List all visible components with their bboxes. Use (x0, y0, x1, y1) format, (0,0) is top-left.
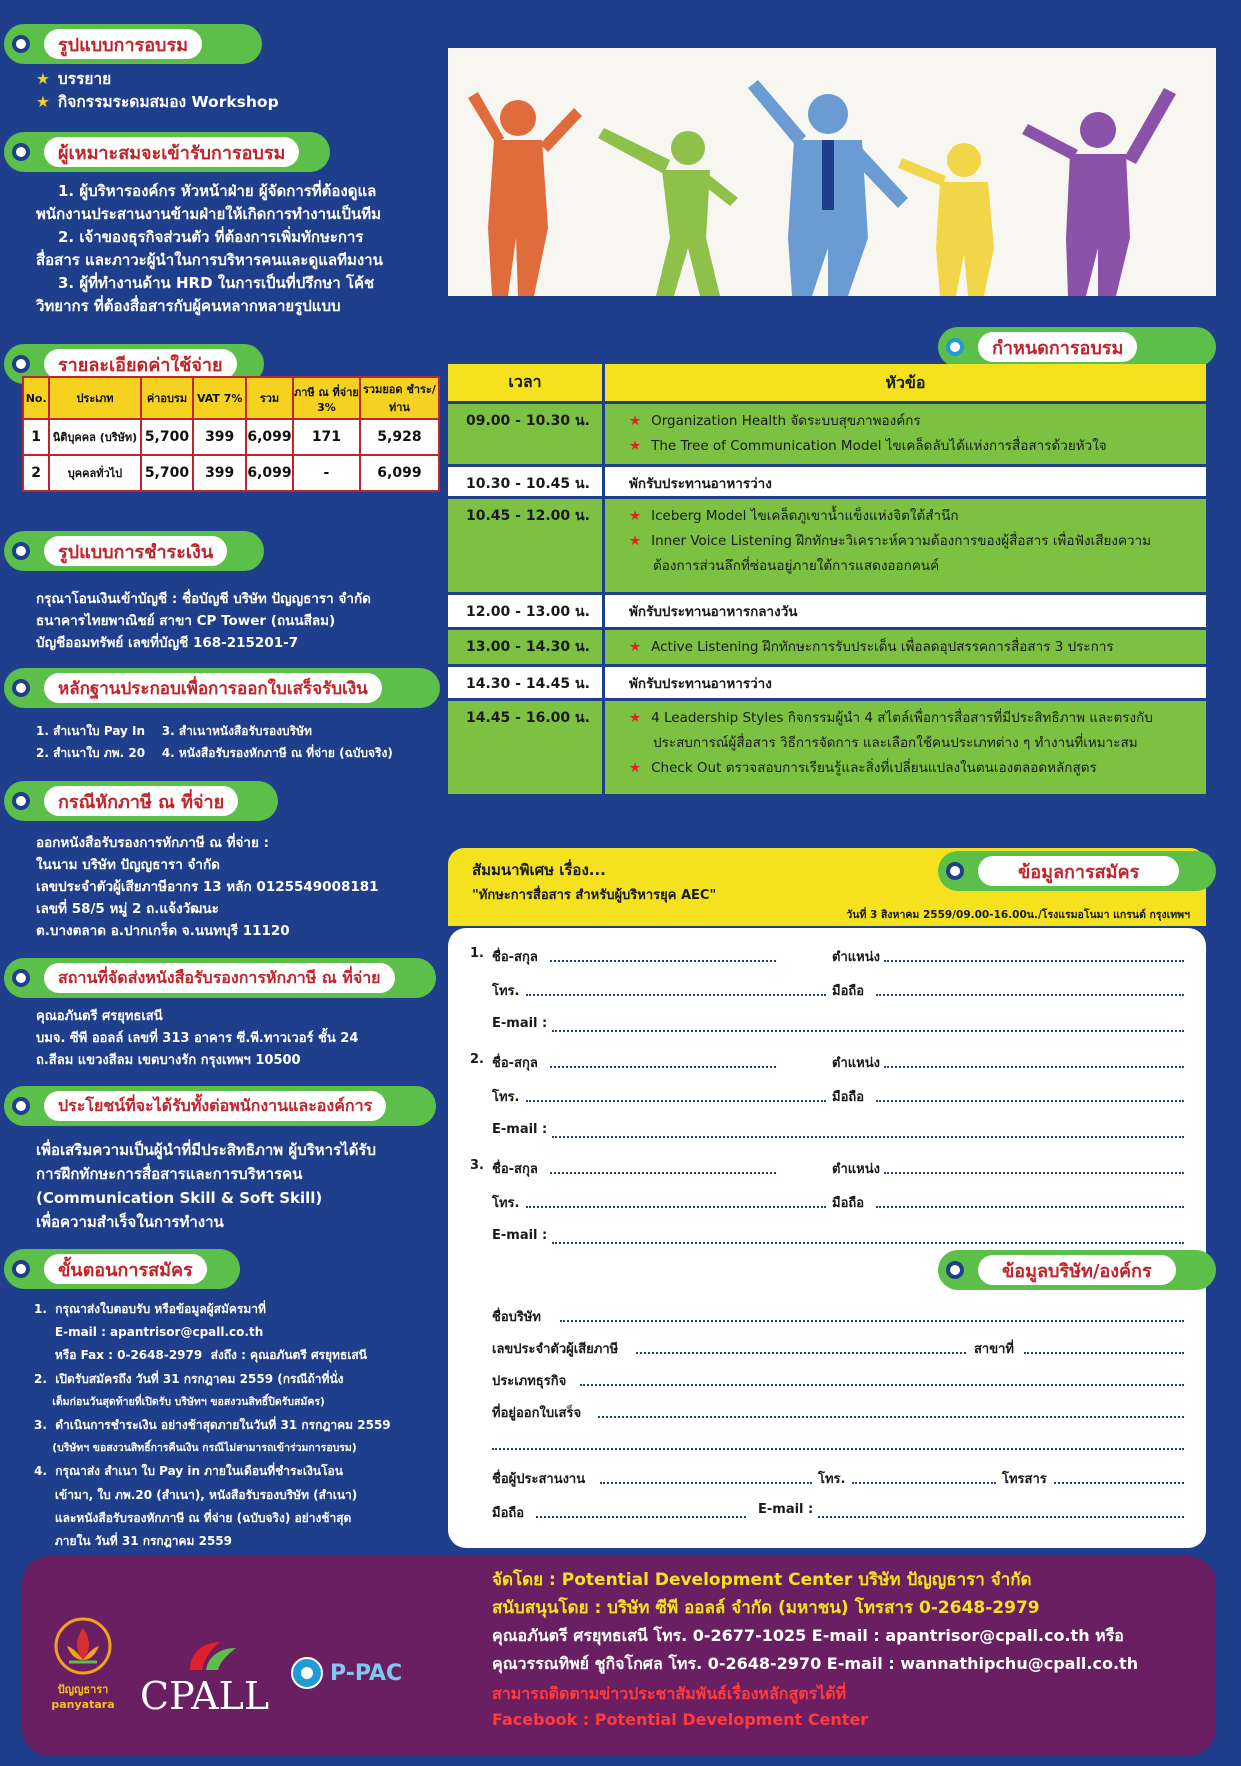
section-payment (4, 531, 264, 571)
ppac-logo: P-PAC (290, 1656, 430, 1690)
section-title: ประโยชน์ที่จะได้รับทั้งต่อพนักงานและองค์การ (44, 1091, 386, 1121)
section-withholding (4, 781, 278, 821)
schedule-row: 14.45 - 16.00 น. ★ 4 Leadership Styles กิจกรรมผู้นำ 4 สไตล์เพื่อการสื่อสารที่มีประสิทธิภาพ และตรงกับ ประสบการณ์ผู้สื่อสาร วิธีการจัดการ และเลือกใช้คนประเภทต่าง ๆ ทำงานที่เหมาะสม ★ Check Out ตรวจสอบการเรียนรู้และสิ่งที่เปลี่ยนแปลงในตนเองตลอดหลักสูตร (448, 701, 1206, 794)
footer (22, 1556, 1216, 1756)
section-title: สถานที่จัดส่งหนังสือรับรองการหักภาษี ณ ที่จ่าย (44, 963, 395, 993)
section-company-info (938, 1250, 1216, 1290)
applicant1-phone-field[interactable] (526, 982, 826, 996)
celebrating-people-illustration (448, 48, 1216, 296)
section-title: ข้อมูลการสมัคร (978, 856, 1179, 886)
section-title: รายละเอียดค่าใช้จ่าย (44, 349, 237, 379)
training-format-list (36, 68, 279, 114)
applicant1-name-field[interactable] (550, 948, 776, 962)
bullet-dot-icon (12, 143, 30, 161)
section-schedule (938, 327, 1216, 367)
list-item: ★ Organization Health จัดระบบสุขภาพองค์กร (629, 413, 921, 429)
follow-text: สามารถติดตามข่าวประชาสัมพันธ์เรื่องหลักสูตรได้ที่ (492, 1684, 847, 1703)
star-icon: ★ (629, 710, 642, 726)
company-name-field[interactable] (560, 1308, 1184, 1322)
applicant3-phone-field[interactable] (526, 1194, 826, 1208)
section-receipt-docs (4, 668, 440, 708)
section-title: ขั้นตอนการสมัคร (44, 1254, 207, 1284)
section-title: ผู้เหมาะสมจะเข้ารับการอบรม (44, 137, 299, 167)
cost-table (22, 376, 440, 492)
tax-id-field[interactable] (636, 1340, 966, 1354)
facebook-link[interactable]: Facebook : Potential Development Center (492, 1710, 869, 1729)
bullet-dot-icon (12, 355, 30, 373)
section-steps (4, 1249, 240, 1289)
fax-field[interactable] (1054, 1470, 1184, 1484)
section-title: กรณีหักภาษี ณ ที่จ่าย (44, 786, 238, 816)
schedule-row: 10.30 - 10.45 น. พักรับประทานอาหารว่าง (448, 467, 1206, 499)
applicant1-email-field[interactable] (552, 1018, 1184, 1032)
hero-illustration (448, 48, 1216, 296)
registration-form: 1. ชื่อ-สกุล ตำแหน่ง โทร. มือถือ E-mail : 2. ชื่อ-สกุล ตำแหน่ง โทร. มือถือ E-mail : 3. ชื่อ-สกุล ตำแหน่ง โทร. มือถือ E-mail : ชื่อบริษัท เลขประจำตัวผู้เสียภาษี สาขาที่ ประเภทธุรกิจ ที่อยู่ออกใบเสร็จ ชื่อผู้ประสานงาน โทร. โทรสาร มือถือ E-mail : (448, 928, 1206, 1548)
list-item: ★ 4 Leadership Styles กิจกรรมผู้นำ 4 สไตล์เพื่อการสื่อสารที่มีประสิทธิภาพ และตรงกับ (629, 710, 1153, 726)
applicant1-position-field[interactable] (884, 948, 1184, 962)
bullet-dot-icon (946, 862, 964, 880)
star-icon: ★ (36, 70, 50, 88)
star-icon: ★ (629, 760, 642, 776)
schedule-row: 12.00 - 13.00 น. พักรับประทานอาหารกลางวัน (448, 595, 1206, 630)
section-target-audience (4, 132, 330, 172)
section-title: หลักฐานประกอบเพื่อการออกใบเสร็จรับเงิน (44, 673, 382, 703)
seminar-title: "ทักษะการสื่อสาร สำหรับผู้บริหารยุค AEC" (472, 888, 717, 903)
applicant1-mobile-field[interactable] (876, 982, 1184, 996)
section-benefits (4, 1086, 436, 1126)
coordinator-field[interactable] (600, 1470, 812, 1484)
list-item: ★ Check Out ตรวจสอบการเรียนรู้และสิ่งที่เปลี่ยนแปลงในตนเองตลอดหลักสูตร (629, 760, 1097, 776)
list-item: ★ Iceberg Model ไขเคล็ดภูเขาน้ำแข็งแห่งจิตใต้สำนึก (629, 508, 959, 524)
section-title: รูปแบบการอบรม (44, 29, 202, 59)
delivery-text: คุณอภันตรี ศรยุทธเสนี บมจ. ซีพี ออลล์ เลขที่ 313 อาคาร ซี.พี.ทาวเวอร์ ชั้น 24 ถ.สีลม แขวงสีลม เขตบางรัก กรุงเทพฯ 10500 (36, 1009, 359, 1068)
withholding-text: ออกหนังสือรับรองการหักภาษี ณ ที่จ่าย : ในนาม บริษัท ปัญญธารา จำกัด เลขประจำตัวผู้เสียภาษีอากร 13 หลัก 0125549008181 เลขที่ 58/5 หมู่ 2 ถ.แจ้งวัฒนะ ต.บางตลาด อ.ปากเกร็ด จ.นนทบุรี 11120 (36, 835, 379, 939)
schedule-row: 13.00 - 14.30 น. ★ Active Listening ฝึกทักษะการรับประเด็น เพื่อลดอุปสรรคการสื่อสาร 3 ประการ (448, 630, 1206, 667)
star-icon: ★ (629, 413, 642, 429)
schedule-row: 14.30 - 14.45 น. พักรับประทานอาหารว่าง (448, 667, 1206, 701)
applicant2-name-field[interactable] (550, 1054, 776, 1068)
ppac-emblem-icon (290, 1656, 324, 1690)
applicant2-mobile-field[interactable] (876, 1088, 1184, 1102)
applicant3-mobile-field[interactable] (876, 1194, 1184, 1208)
receipt-address-field[interactable] (598, 1404, 1184, 1418)
bullet-dot-icon (12, 792, 30, 810)
business-type-field[interactable] (580, 1372, 1184, 1386)
star-icon: ★ (629, 533, 642, 549)
table-row: 2 บุคคลทั่วไป 5,700 399 6,099 - 6,099 (23, 455, 439, 491)
steps-text: 1. กรุณาส่งใบตอบรับ หรือข้อมูลผู้สมัครมาที่ E-mail : apantrisor@cpall.co.th หรือ Fax : 0-2648-2979 ส่งถึง : คุณอภันตรี ศรยุทธเสนี 2. เปิดรับสมัครถึง วันที่ 31 กรกฎาคม 2559 (กรณีถ้าที่นั่ง เต็มก่อนวันสุดท้ายที่เปิดรับ บริษัทฯ ขอสงวนสิทธิ์ปิดรับสมัคร) 3. ดำเนินการชำระเงิน อย่างช้าสุดภายในวันที่ 31 กรกฎาคม 2559 (บริษัทฯ ขอสงวนสิทธิ์การคืนเงิน กรณีไม่สามารถเข้าร่วมการอบรม) 4. กรุณาส่ง สำเนา ใบ Pay in ภายในเดือนที่ชำระเงินโอน เข้ามา, ใบ ภพ.20 (สำเนา), หนังสือรับรองบริษัท (สำเนา) และหนังสือรับรองหักภาษี ณ ที่จ่าย (ฉบับจริง) อย่างช้าสุด ภายใน วันที่ 31 กรกฎาคม 2559 (34, 1302, 391, 1549)
coordinator-mobile-field[interactable] (536, 1504, 746, 1518)
sponsor-text: สนับสนุนโดย : บริษัท ซีพี ออลล์ จำกัด (มหาชน) โทรสาร 0-2648-2979 (492, 1598, 1040, 1618)
section-delivery (4, 958, 436, 998)
receipt-docs-text: 1. สำเนาใบ Pay In 3. สำเนาหนังสือรับรองบริษัท 2. สำเนาใบ ภพ. 20 4. หนังสือรับรองหักภาษี ณ ที่จ่าย (ฉบับจริง) (36, 724, 393, 760)
star-icon: ★ (629, 508, 642, 524)
applicant3-name-field[interactable] (550, 1160, 776, 1174)
schedule-table (448, 364, 1206, 794)
contact1-text: คุณอภันตรี ศรยุทธเสนี โทร. 0-2677-1025 E-mail : apantrisor@cpall.co.th หรือ (492, 1626, 1124, 1645)
table-row: 1 นิติบุคคล (บริษัท) 5,700 399 6,099 171 5,928 (23, 419, 439, 455)
target-audience-text: 1. ผู้บริหารองค์กร หัวหน้าฝ่าย ผู้จัดการที่ต้องดูแล พนักงานประสานงานข้ามฝ่ายให้เกิดการทำงานเป็นทีม 2. เจ้าของธุรกิจส่วนตัว ที่ต้องการเพิ่มทักษะการ สื่อสาร และภาวะผู้นำในการบริหารคนและดูแลทีมงาน 3. ผู้ที่ทำงานด้าน HRD ในการเป็นที่ปรึกษา โค้ช วิทยากร ที่ต้องสื่อสารกับผู้คนหลากหลายรูปแบบ (36, 182, 383, 315)
bullet-dot-icon (12, 542, 30, 560)
cpall-logo: CPALL (140, 1636, 280, 1716)
schedule-row: 09.00 - 10.30 น. ★ Organization Health จัดระบบสุขภาพองค์กร ★ The Tree of Communication Model ไขเคล็ดลับได้แห่งการสื่อสารด้วยหัวใจ (448, 404, 1206, 467)
list-item: ★ กิจกรรมระดมสมอง Workshop (36, 93, 279, 111)
bullet-dot-icon (946, 1261, 964, 1279)
seminar-label: สัมมนาพิเศษ เรื่อง... (472, 861, 606, 879)
section-title: ข้อมูลบริษัท/องค์กร (978, 1255, 1176, 1285)
payment-text: กรุณาโอนเงินเข้าบัญชี : ชื่อบัญชี บริษัท ปัญญธารา จำกัด ธนาคารไทยพาณิชย์ สาขา CP Tower (ถนนสีลม) บัญชีออมทรัพย์ เลขที่บัญชี 168-215201-7 (36, 591, 371, 651)
section-title: กำหนดการอบรม (978, 332, 1137, 362)
bullet-dot-icon (946, 338, 964, 356)
coordinator-phone-field[interactable] (852, 1470, 996, 1484)
list-item: ★ บรรยาย (36, 70, 112, 88)
schedule-row: 10.45 - 12.00 น. ★ Iceberg Model ไขเคล็ดภูเขาน้ำแข็งแห่งจิตใต้สำนึก ★ Inner Voice Listening ฝึกทักษะวิเคราะห์ความต้องการของผู้สื่อสาร เพื่อฟังเสียงความ ต้องการส่วนลึกที่ซ่อนอยู่ภายใต้การแสดงออกคนค์ (448, 499, 1206, 595)
star-icon: ★ (629, 438, 642, 454)
panyatara-logo: ปัญญธารา panyatara (40, 1616, 126, 1711)
seminar-date-place: วันที่ 3 สิงหาคม 2559/09.00-16.00น./โรงแรมอโนมา แกรนด์ กรุงเทพฯ (846, 909, 1190, 921)
applicant3-position-field[interactable] (884, 1160, 1184, 1174)
list-item: ★ Active Listening ฝึกทักษะการรับประเด็น เพื่อลดอุปสรรคการสื่อสาร 3 ประการ (629, 639, 1114, 655)
applicant2-phone-field[interactable] (526, 1088, 826, 1102)
star-icon: ★ (36, 93, 50, 111)
schedule-header-row: เวลา หัวข้อ (448, 364, 1206, 404)
list-item: ★ Inner Voice Listening ฝึกทักษะวิเคราะห์ความต้องการของผู้สื่อสาร เพื่อฟังเสียงความ (629, 533, 1152, 549)
bullet-dot-icon (12, 35, 30, 53)
applicant2-email-field[interactable] (552, 1124, 1184, 1138)
bullet-dot-icon (12, 969, 30, 987)
branch-field[interactable] (1024, 1340, 1184, 1354)
benefits-text: เพื่อเสริมความเป็นผู้นำที่มีประสิทธิภาพ ผู้บริหารได้รับ การฝึกทักษะการสื่อสารและการบริหารคน (Communication Skill & Soft Skill) เพื่อความสำเร็จในการทำงาน (36, 1141, 377, 1231)
section-title: รูปแบบการชำระเงิน (44, 536, 227, 566)
bullet-dot-icon (12, 1097, 30, 1115)
cpall-leaf-icon (180, 1636, 240, 1672)
bullet-dot-icon (12, 679, 30, 697)
contact2-text: คุณวรรณทิพย์ ชูกิจโกศล โทร. 0-2648-2970 E-mail : wannathipchu@cpall.co.th (492, 1654, 1139, 1673)
receipt-address-line2-field[interactable] (492, 1436, 1184, 1450)
star-icon: ★ (629, 639, 642, 655)
applicant3-email-field[interactable] (552, 1230, 1184, 1244)
list-item: ★ The Tree of Communication Model ไขเคล็ดลับได้แห่งการสื่อสารด้วยหัวใจ (629, 438, 1107, 454)
table-header-row: No. ประเภท ค่าอบรม VAT 7% รวม ภาษี ณ ที่จ่าย 3% รวมยอด ชำระ/ท่าน (23, 377, 439, 419)
panyatara-lotus-icon (53, 1616, 113, 1676)
section-apply-info (938, 851, 1216, 891)
section-training-format (4, 24, 262, 64)
organizer-text: จัดโดย : Potential Development Center บริษัท ปัญญธารา จำกัด (492, 1570, 1032, 1590)
applicant2-position-field[interactable] (884, 1054, 1184, 1068)
coordinator-email-field[interactable] (818, 1504, 1184, 1518)
bullet-dot-icon (12, 1260, 30, 1278)
